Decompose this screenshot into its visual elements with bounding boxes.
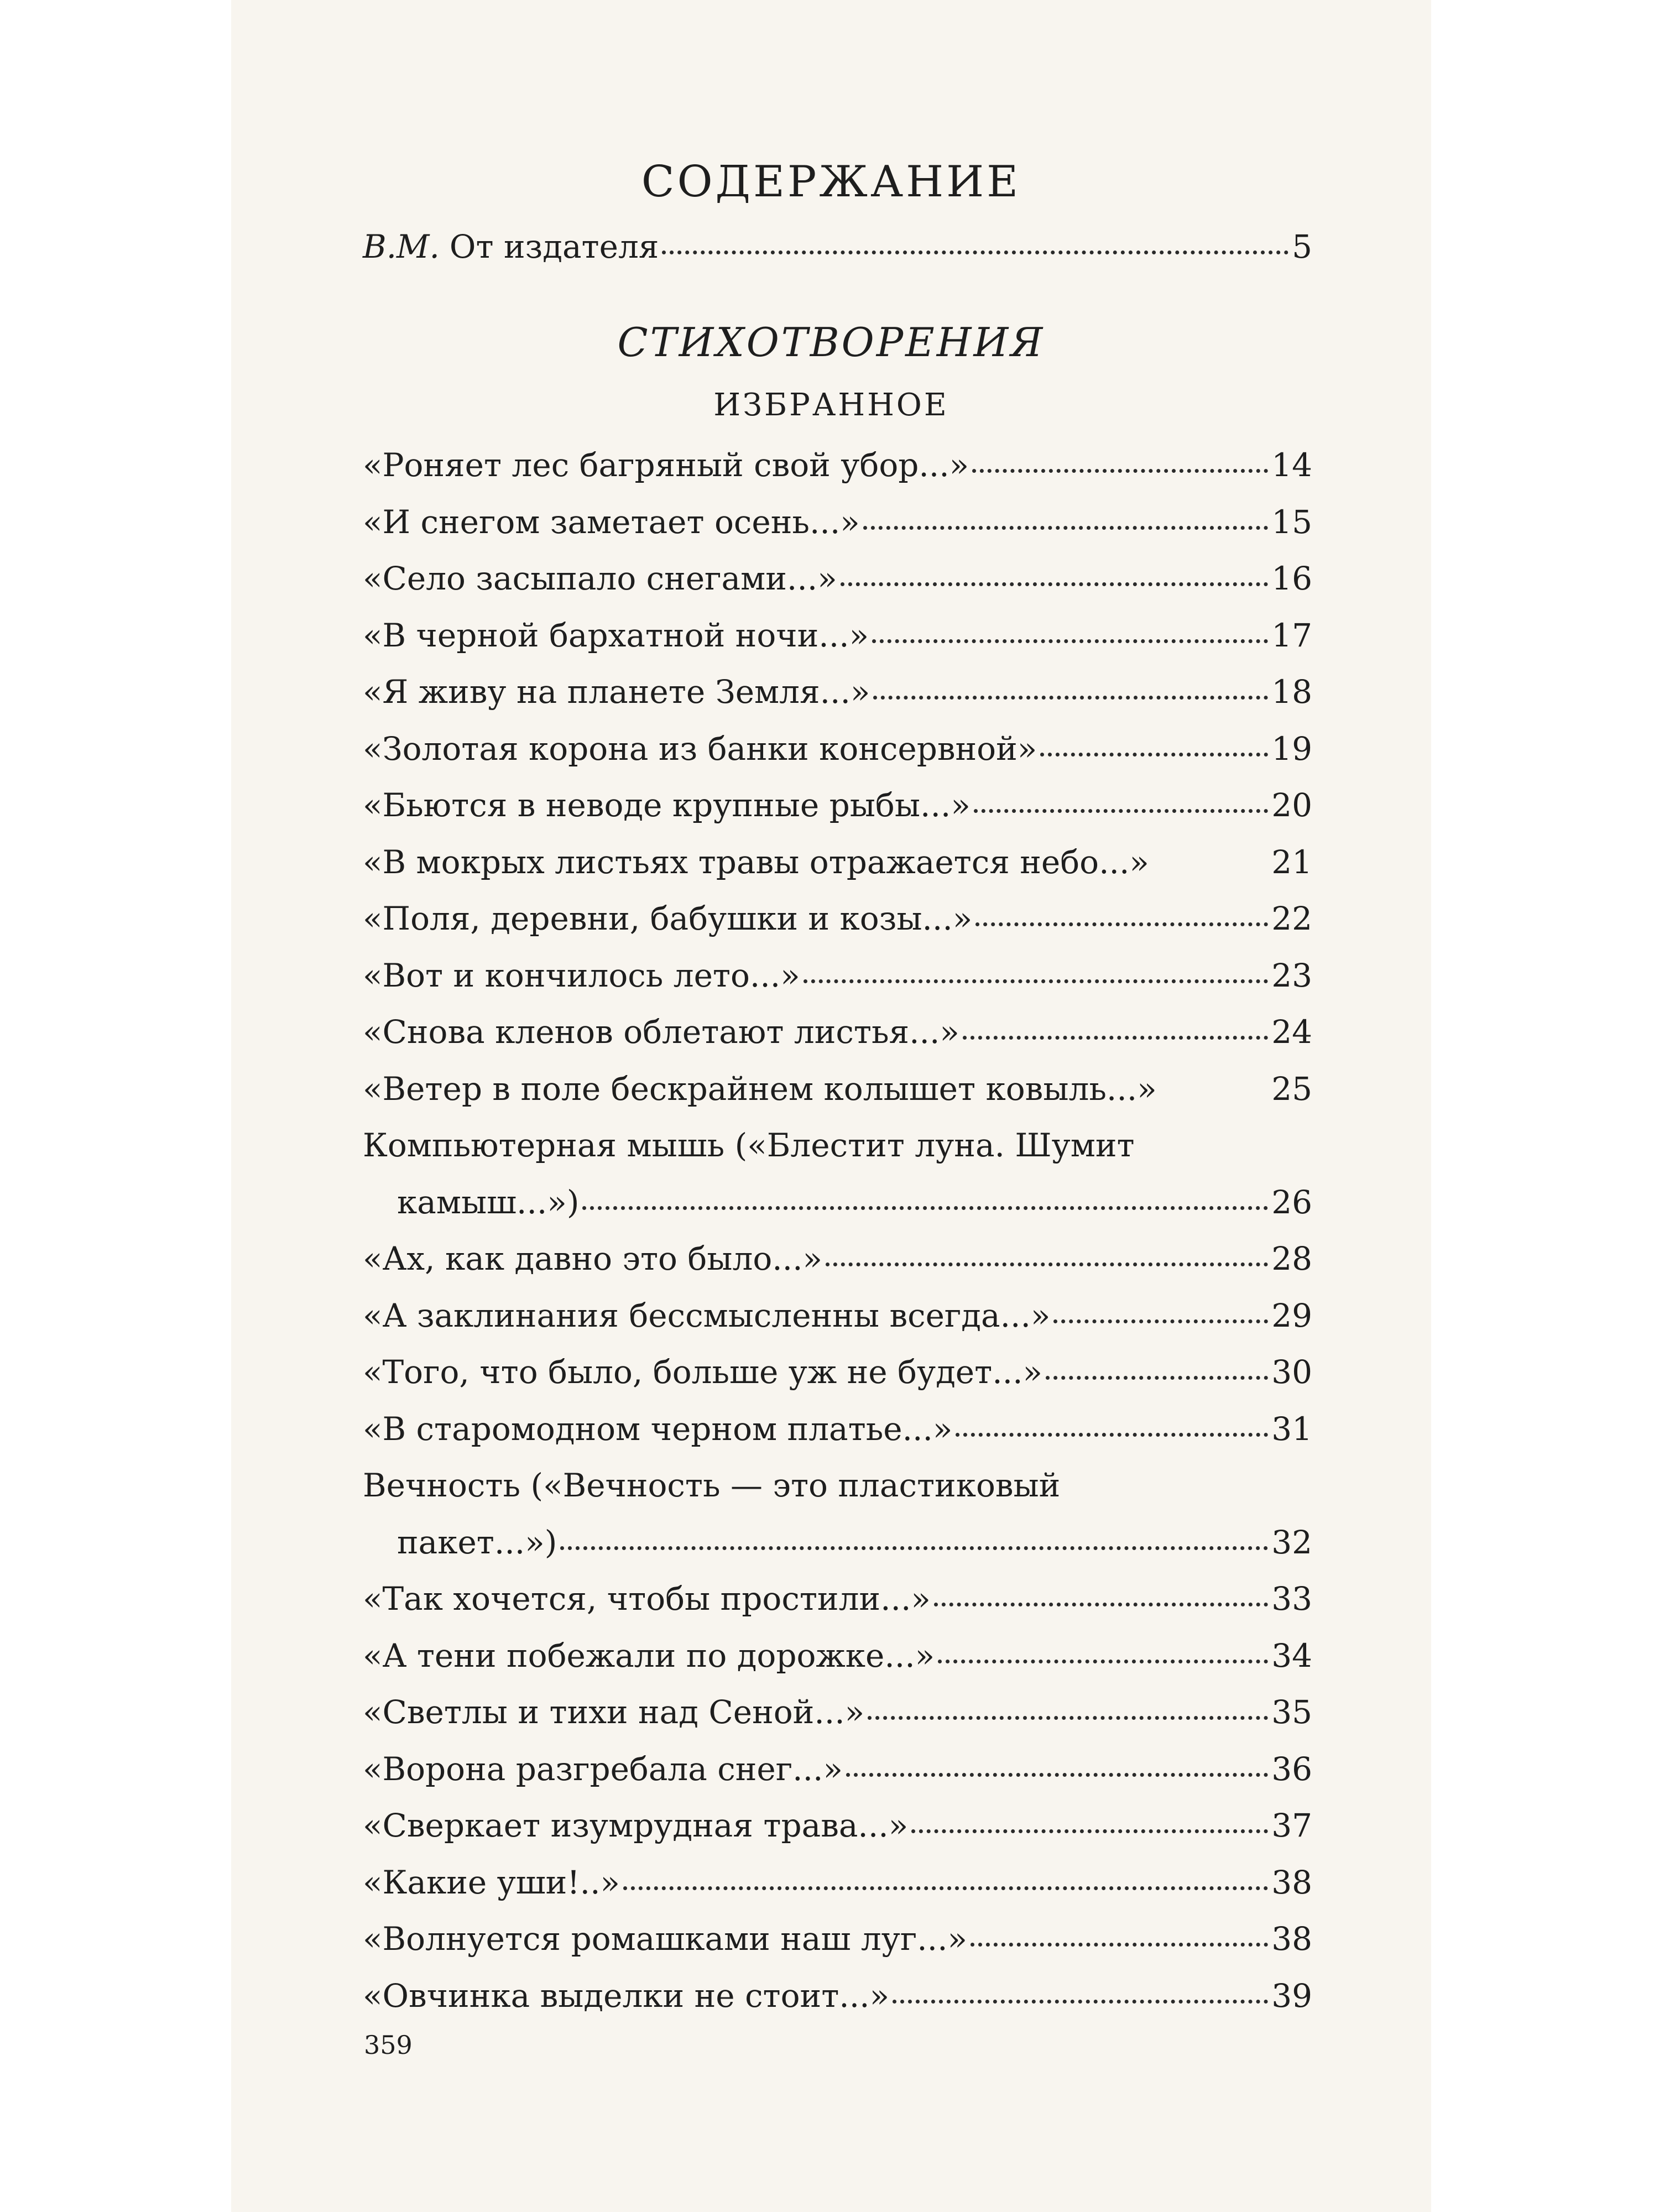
toc-entry-page: 17 — [1271, 617, 1312, 654]
toc-entry — [363, 1977, 1312, 2015]
toc-entry-page: 35 — [1271, 1693, 1312, 1731]
toc-entry — [363, 673, 1312, 711]
dot-leader — [974, 809, 1268, 813]
toc-entry-page: 19 — [1271, 730, 1312, 768]
dot-leader — [963, 1036, 1268, 1040]
toc-entry-page: 5 — [1292, 228, 1312, 265]
dot-leader — [956, 1433, 1268, 1437]
dot-leader — [623, 1886, 1268, 1890]
subsection-title: ИЗБРАННОЕ — [713, 387, 949, 423]
section-title: СТИХОТВОРЕНИЯ — [617, 319, 1045, 366]
toc-entry-page: 32 — [1271, 1524, 1312, 1561]
toc-entry-title: «Овчинка выделки не стоит...» — [363, 1977, 890, 2015]
toc-entry-title: «Того, что было, больше уж не будет...» — [363, 1353, 1043, 1391]
toc-entry — [363, 1920, 1312, 1958]
toc-entry-title: «В черной бархатной ночи...» — [363, 617, 869, 654]
toc-entry-title-continued: пакет...») — [397, 1524, 557, 1561]
toc-entry — [397, 1524, 1312, 1561]
toc-entry-page: 18 — [1271, 673, 1312, 711]
toc-entry-title: «Золотая корона из банки консервной» — [363, 730, 1037, 768]
toc-entry-title: «Поля, деревни, бабушки и козы...» — [363, 900, 973, 937]
dot-leader — [804, 979, 1268, 983]
toc-entry-title: «Село засыпало снегами...» — [363, 560, 837, 597]
toc-entry-title: Компьютерная мышь («Блестит луна. Шумит — [363, 1126, 1135, 1164]
toc-entry-title: «Роняет лес багряный свой убор...» — [363, 446, 969, 484]
toc-entry-page: 20 — [1271, 786, 1312, 824]
toc-entry — [363, 1693, 1312, 1731]
toc-entry — [363, 730, 1312, 768]
toc-entry — [363, 1240, 1312, 1277]
toc-entry-page: 29 — [1271, 1297, 1312, 1334]
toc-entry — [363, 1410, 1312, 1448]
toc-entry-title: «И снегом заметает осень...» — [363, 503, 860, 541]
toc-entry-title: «В мокрых листьях травы отражается небо...» — [363, 843, 1149, 881]
toc-entry — [363, 503, 1312, 541]
toc-entry-page: 21 — [1271, 843, 1312, 881]
toc-entry — [363, 902, 1312, 935]
dot-leader — [846, 1773, 1268, 1777]
toc-entry-title: «А тени побежали по дорожке...» — [363, 1637, 935, 1674]
toc-entry — [363, 1807, 1312, 1844]
dot-leader — [975, 922, 1268, 926]
dot-leader — [863, 526, 1268, 530]
page-number: 359 — [364, 2030, 413, 2060]
toc-entry-page: 38 — [1271, 1920, 1312, 1958]
dot-leader — [934, 1603, 1268, 1606]
toc-entry — [363, 1750, 1312, 1788]
toc-entry — [363, 1580, 1312, 1618]
dot-leader — [868, 1716, 1268, 1720]
dot-leader — [1040, 753, 1268, 757]
dot-leader — [826, 1262, 1268, 1266]
toc-entry-title: «Ах, как давно это было...» — [363, 1240, 823, 1277]
toc-entry-title: «Какие уши!..» — [363, 1864, 620, 1901]
toc-entry-page: 24 — [1271, 1013, 1312, 1051]
dot-leader — [893, 2000, 1268, 2004]
toc-entry — [363, 843, 1312, 881]
toc-entry-title: «Бьются в неводе крупные рыбы...» — [363, 786, 971, 824]
dot-leader — [1053, 1319, 1268, 1323]
toc-entry-page: 15 — [1271, 503, 1312, 541]
toc-entry — [397, 1183, 1312, 1221]
toc-entry-page: 25 — [1271, 1070, 1312, 1108]
toc-entry-page: 36 — [1271, 1750, 1312, 1788]
dot-leader — [911, 1829, 1268, 1833]
dot-leader — [662, 251, 1288, 254]
toc-entry — [363, 1864, 1312, 1901]
toc-entry-page: 26 — [1271, 1183, 1312, 1221]
toc-entry-page: 22 — [1271, 900, 1312, 937]
toc-entry-page: 28 — [1271, 1240, 1312, 1277]
toc-entry-title: «Вот и кончилось лето...» — [363, 957, 800, 994]
toc-entry-title: «В старомодном черном платье...» — [363, 1410, 953, 1448]
toc-entry — [363, 1353, 1312, 1391]
toc-entry-page: 16 — [1271, 560, 1312, 597]
dot-leader — [873, 696, 1268, 700]
toc-entry — [363, 560, 1312, 597]
toc-entry-front — [363, 228, 1312, 265]
toc-entry-title: «Снова кленов облетают листья...» — [363, 1013, 959, 1051]
toc-entry — [363, 959, 1312, 992]
dot-leader — [971, 1943, 1268, 1947]
toc-entry-title: «Ветер в поле бескрайнем колышет ковыль...» — [363, 1070, 1157, 1108]
toc-entry-page: 38 — [1271, 1864, 1312, 1901]
toc-entry-page: 39 — [1271, 1977, 1312, 2015]
dot-leader — [872, 639, 1268, 643]
book-page — [231, 0, 1431, 2212]
toc-entry-page: 31 — [1271, 1410, 1312, 1448]
toc-entry-title: «Светлы и тихи над Сеной...» — [363, 1693, 865, 1731]
toc-entry-title: «Я живу на планете Земля...» — [363, 673, 870, 711]
toc-entry — [363, 617, 1312, 654]
toc-entry-page: 30 — [1271, 1353, 1312, 1391]
toc-entry-page: 34 — [1271, 1637, 1312, 1674]
toc-entry — [363, 1297, 1312, 1334]
toc-entry — [363, 1637, 1312, 1674]
toc-entry-title: «Ворона разгребала снег...» — [363, 1750, 843, 1788]
dot-leader — [560, 1546, 1268, 1550]
toc-entry — [363, 786, 1312, 824]
dot-leader — [1046, 1376, 1268, 1380]
dot-leader — [938, 1660, 1268, 1663]
toc-entry-title: «Сверкает изумрудная трава...» — [363, 1807, 909, 1844]
toc-entry-page: 23 — [1271, 957, 1312, 994]
toc-entry-page: 37 — [1271, 1807, 1312, 1844]
toc-entry-page: 14 — [1271, 446, 1312, 484]
toc-entry — [363, 1013, 1312, 1051]
dot-leader — [841, 582, 1269, 586]
dot-leader — [972, 469, 1268, 473]
toc-entry-title: Вечность («Вечность — это пластиковый — [363, 1467, 1061, 1504]
toc-entry — [363, 1070, 1312, 1108]
toc-entry-page: 33 — [1271, 1580, 1312, 1618]
toc-entry-title: «Волнуется ромашками наш луг...» — [363, 1920, 968, 1958]
toc-entry-title: От издателя — [449, 228, 659, 265]
toc-entry-title: «А заклинания бессмысленны всегда...» — [363, 1297, 1051, 1334]
dot-leader — [582, 1206, 1268, 1210]
toc-entry-author: В.М. — [363, 228, 440, 265]
toc-entry — [363, 446, 1312, 484]
toc-entry-title: «Так хочется, чтобы простили...» — [363, 1580, 931, 1618]
toc-entry-title-continued: камыш...») — [397, 1183, 580, 1221]
page-title: СОДЕРЖАНИЕ — [641, 157, 1021, 207]
